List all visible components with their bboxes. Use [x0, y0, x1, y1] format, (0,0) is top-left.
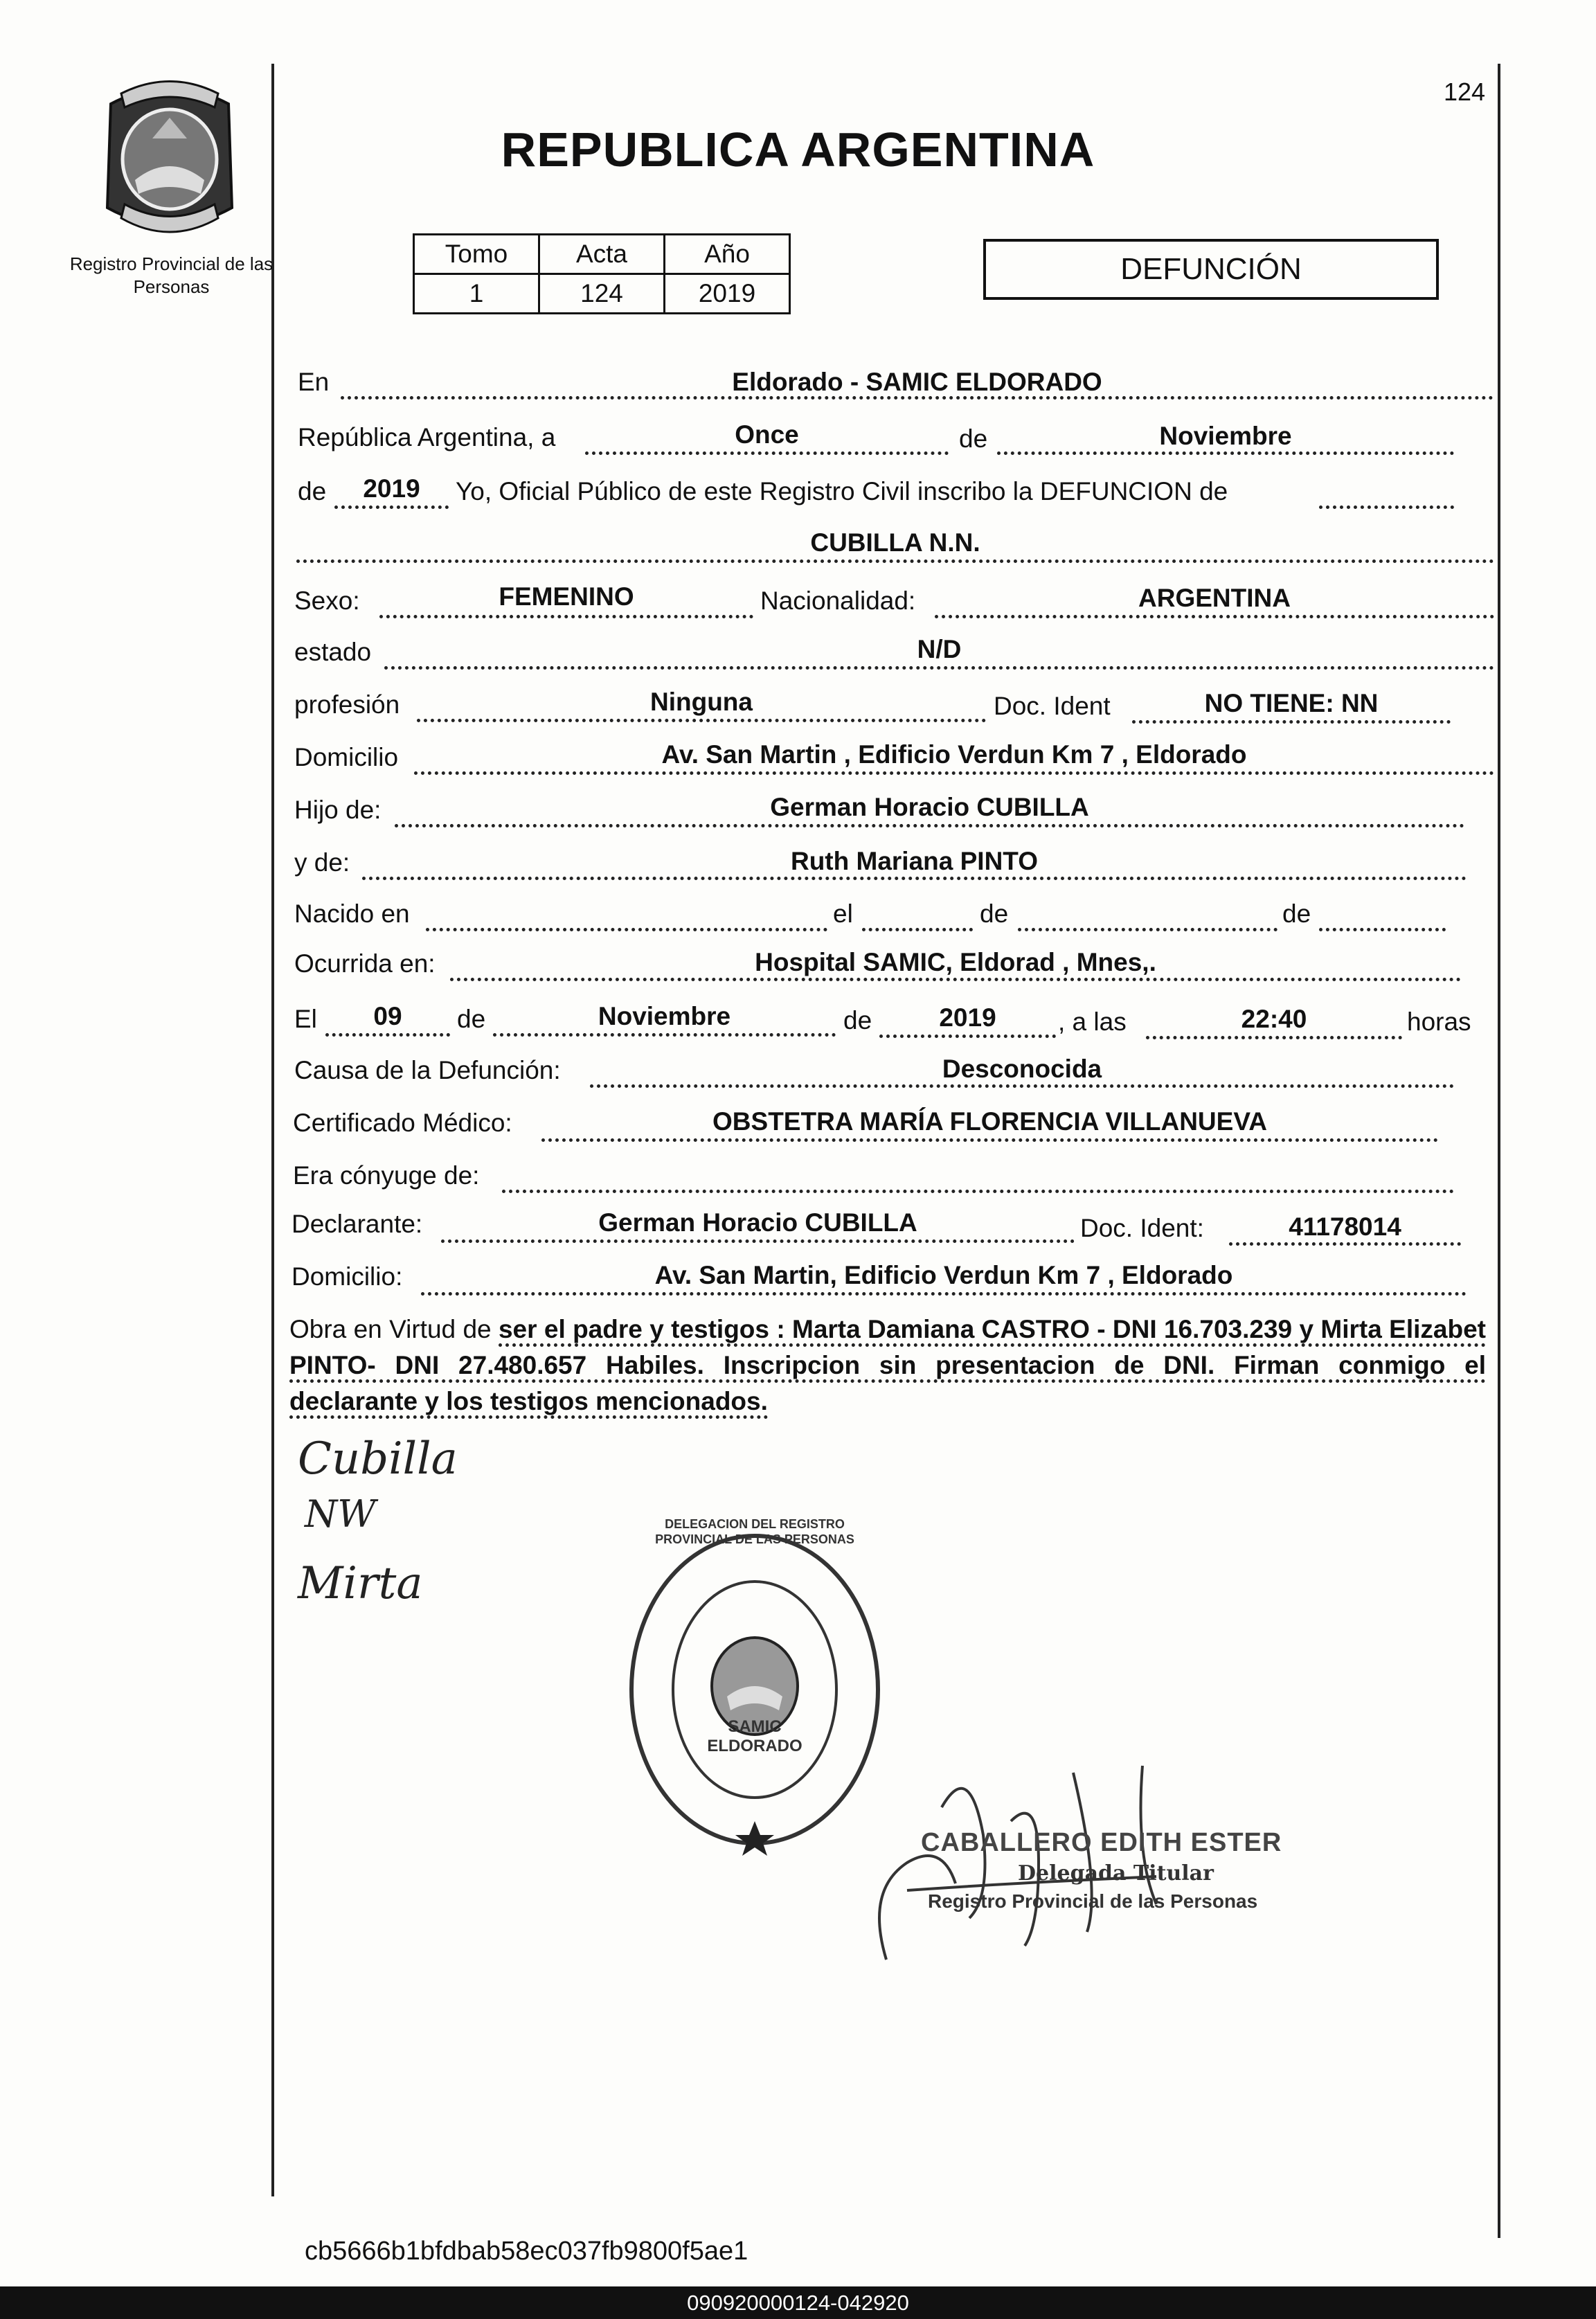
value-fallecimiento-dia: 09: [373, 1002, 402, 1030]
label-obra: Obra en Virtud de: [289, 1315, 492, 1343]
tomo-value: 1: [414, 274, 539, 314]
value-sexo: FEMENINO: [499, 582, 634, 611]
value-ocurrida-en: Hospital SAMIC, Eldorad , Mnes,.: [755, 948, 1156, 976]
label-domicilio-2: Domicilio:: [292, 1262, 403, 1291]
line-declarante-doc: [1229, 1242, 1461, 1246]
line-domicilio: [414, 771, 1494, 775]
line-nacido-dia: [862, 928, 973, 931]
signature-mirta: Mirta: [298, 1558, 423, 1609]
line-anio: [334, 505, 449, 509]
label-yo: Yo, Oficial Público de este Registro Civil inscribo la DEFUNCION de: [456, 477, 1228, 505]
line-profesion: [417, 719, 986, 722]
line-fallecimiento-dia: [325, 1033, 450, 1037]
label-profesion: profesión: [294, 690, 400, 719]
line-nacido-mes: [1018, 928, 1277, 931]
line-nacionalidad: [935, 615, 1494, 618]
line-fallecimiento-mes: [493, 1033, 836, 1037]
signature-witness: NW: [305, 1492, 376, 1536]
value-mes: Noviembre: [1159, 422, 1292, 450]
footer-code-bar: 090920000124-042920: [0, 2286, 1596, 2319]
line-estado: [384, 666, 1494, 670]
line-nacido-en: [426, 928, 827, 931]
label-declarante: Declarante:: [292, 1210, 423, 1238]
official-name: CABALLERO EDITH ESTER: [921, 1828, 1282, 1857]
label-de-3: de: [980, 899, 1009, 928]
label-doc-ident: Doc. Ident: [994, 692, 1111, 720]
acta-header: Acta: [539, 235, 665, 274]
record-type-box: DEFUNCIÓN: [983, 239, 1439, 300]
label-domicilio: Domicilio: [294, 743, 399, 771]
label-de-1: de: [959, 424, 988, 453]
line-conyuge: [502, 1190, 1454, 1193]
label-causa: Causa de la Defunción:: [294, 1056, 561, 1084]
line-doc-ident: [1132, 720, 1451, 724]
right-margin-line: [1498, 64, 1500, 2238]
line-nacido-anio: [1319, 928, 1446, 931]
label-el: el: [833, 899, 853, 928]
label-ocurrida-en: Ocurrida en:: [294, 949, 436, 978]
label-nacionalidad: Nacionalidad:: [760, 587, 916, 615]
obra-en-virtud: [289, 1311, 1486, 1420]
value-anio: 2019: [363, 474, 420, 503]
official-role: Delegada Titular: [1018, 1861, 1214, 1886]
record-table: [413, 233, 791, 314]
label-republica: República Argentina, a: [298, 423, 556, 451]
anio-header: Año: [665, 235, 790, 274]
label-doc-ident-2: Doc. Ident:: [1080, 1214, 1204, 1242]
label-certificado: Certificado Médico:: [293, 1109, 512, 1137]
document-hash: cb5666b1bfdbab58ec037fb9800f5ae1: [305, 2237, 748, 2266]
page-number: 124: [1444, 78, 1486, 106]
line-padre: [395, 824, 1464, 827]
label-sexo: Sexo:: [294, 587, 360, 615]
value-doc-ident: NO TIENE: NN: [1204, 689, 1379, 717]
label-conyuge: Era cónyuge de:: [293, 1161, 480, 1190]
label-de-4: de: [1282, 899, 1311, 928]
value-fallecimiento-mes: Noviembre: [598, 1002, 731, 1030]
acta-value: 124: [539, 274, 665, 314]
value-nombre: CUBILLA N.N.: [810, 528, 980, 557]
stamp-ring-text: DELEGACION DEL REGISTRO PROVINCIAL DE LAS PERSONAS: [655, 1517, 854, 1546]
line-mes: [997, 451, 1454, 455]
value-madre: Ruth Mariana PINTO: [790, 847, 1039, 875]
label-estado: estado: [294, 638, 372, 666]
line-nombre: [296, 559, 1494, 563]
value-padre: German Horacio CUBILLA: [770, 793, 1089, 821]
tomo-header: Tomo: [414, 235, 539, 274]
value-declarante: German Horacio CUBILLA: [598, 1208, 917, 1237]
stamp-inner-text: SAMIC ELDORADO: [707, 1717, 803, 1755]
value-profesion: Ninguna: [650, 688, 753, 716]
label-hijo-de: Hijo de:: [294, 796, 382, 824]
value-nacionalidad: ARGENTINA: [1138, 584, 1291, 612]
label-y-de: y de:: [294, 848, 350, 877]
value-obra: ser el padre y testigos : Marta Damiana CASTRO - DNI 16.703.239 y Mirta Elizabet PINTO- DNI 27.480.657 Habiles. Inscripcion sin presentacion de DNI. Firman conmigo el declarante y los testigos mencionados.: [289, 1315, 1486, 1419]
label-el-cap: El: [294, 1005, 317, 1033]
line-causa: [590, 1084, 1454, 1088]
value-fallecimiento-anio: 2019: [939, 1003, 996, 1032]
registry-caption: Registro Provincial de las Personas: [69, 253, 274, 297]
line-sexo: [379, 615, 753, 618]
value-certificado: OBSTETRA MARÍA FLORENCIA VILLANUEVA: [712, 1107, 1267, 1136]
label-nacido-en: Nacido en: [294, 899, 410, 928]
line-fallecimiento-anio: [879, 1035, 1056, 1038]
line-declarante: [441, 1239, 1075, 1243]
value-hora: 22:40: [1241, 1005, 1307, 1033]
anio-value: 2019: [665, 274, 790, 314]
value-dia: Once: [735, 420, 799, 449]
label-en: En: [298, 368, 330, 396]
label-de-5: de: [457, 1005, 486, 1033]
signature-cubilla: Cubilla: [298, 1433, 458, 1485]
value-declarante-doc: 41178014: [1289, 1212, 1401, 1241]
label-a-las: , a las: [1058, 1008, 1127, 1036]
line-ocurrida-en: [450, 978, 1461, 981]
registry-stamp: [623, 1530, 886, 1856]
value-estado: N/D: [917, 635, 962, 663]
official-office: Registro Provincial de las Personas: [928, 1890, 1258, 1912]
line-madre: [362, 877, 1467, 880]
label-de-6: de: [843, 1006, 872, 1035]
label-de-2: de: [298, 477, 327, 505]
value-declarante-domicilio: Av. San Martin, Edificio Verdun Km 7 , Eldorado: [654, 1261, 1233, 1289]
value-domicilio: Av. San Martin , Edificio Verdun Km 7 , Eldorado: [661, 740, 1247, 769]
label-horas: horas: [1407, 1008, 1471, 1036]
value-causa: Desconocida: [942, 1055, 1102, 1083]
line-dia: [585, 451, 949, 455]
value-lugar: Eldorado - SAMIC ELDORADO: [732, 368, 1102, 396]
line-declarante-domicilio: [421, 1292, 1467, 1296]
line-hora: [1146, 1036, 1402, 1039]
line-yo-tail: [1319, 505, 1454, 509]
line-certificado: [541, 1138, 1438, 1142]
page-title: REPUBLICA ARGENTINA: [501, 123, 1095, 177]
left-margin-line: [271, 64, 274, 2196]
